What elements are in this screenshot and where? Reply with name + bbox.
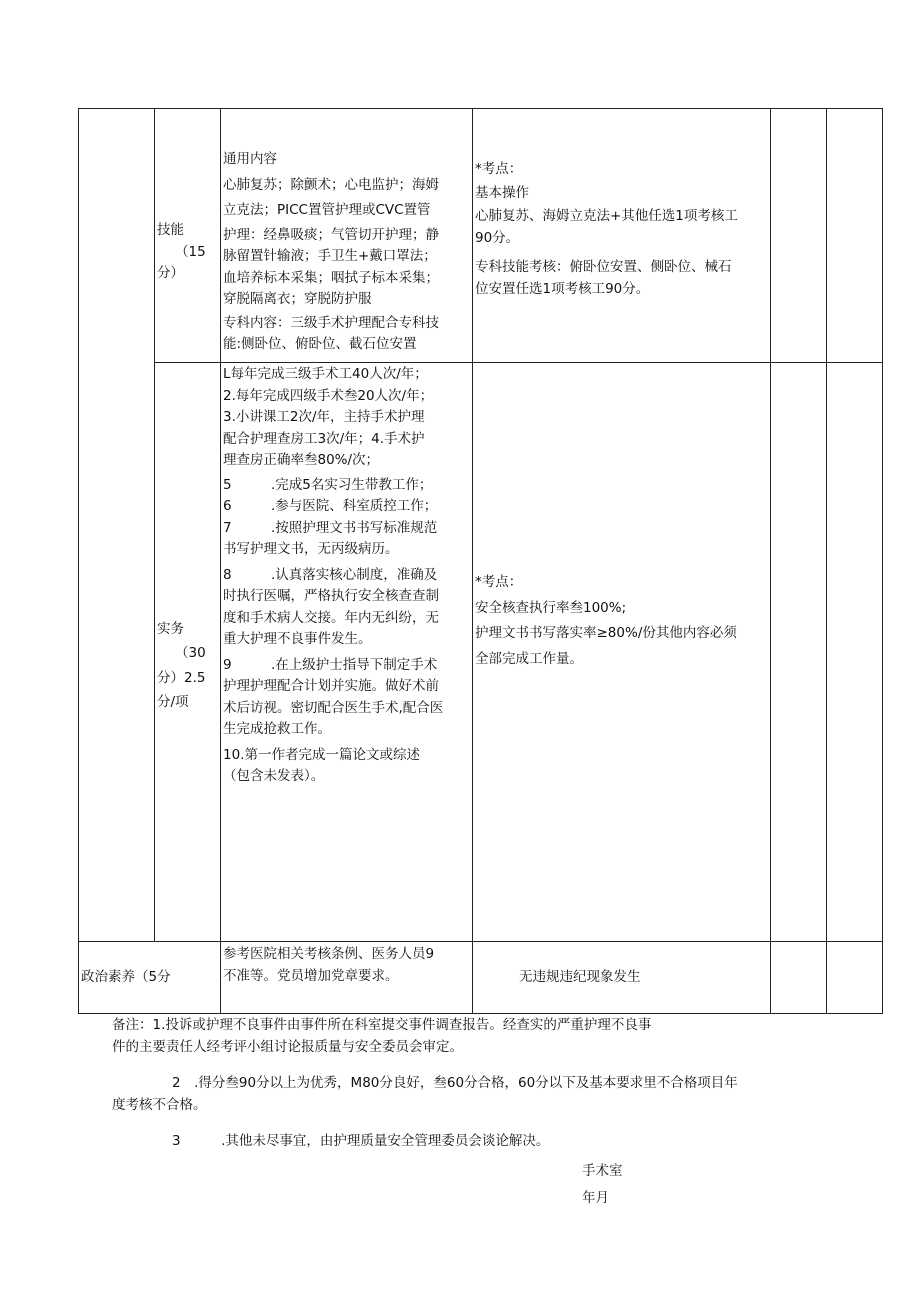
practice-criteria-cell xyxy=(473,363,771,942)
practice-content-line: 护理护理配合计划并实施。做好术前 xyxy=(223,678,439,694)
practice-label-line: （30 xyxy=(175,645,206,661)
practice-content-line: 5 .完成5名实习生带教工作； xyxy=(223,476,433,493)
note-line: 3 .其他未尽事宜，由护理质量安全管理委员会谈论解决。 xyxy=(172,1133,550,1149)
politics-criteria: 无违规违纪现象发生 xyxy=(519,968,641,985)
table-row-skills xyxy=(79,109,883,363)
practice-criteria-line: 全部完成工作量。 xyxy=(475,650,583,667)
practice-criteria-line: 护理文书书写落实率≥80%/份其他内容必须 xyxy=(475,625,737,641)
skills-content-cell xyxy=(221,109,473,363)
politics-content-cell xyxy=(221,942,473,1014)
practice-label-line: 分/项 xyxy=(157,694,189,710)
skills-criteria-line: 90分。 xyxy=(475,229,520,246)
practice-label-line: 分）2.5 xyxy=(157,669,206,686)
signature-block xyxy=(582,1158,623,1212)
signature-department: 手术室 xyxy=(582,1163,623,1179)
remark-empty-cell xyxy=(827,109,883,363)
skills-content-line: 能:侧卧位、俯卧位、截石位安置 xyxy=(223,336,417,352)
skills-criteria-line: *考点： xyxy=(475,161,523,177)
practice-content-line: 术后访视。密切配合医生手术,配合医 xyxy=(223,699,444,716)
practice-content-line: 重大护理不良事件发生。 xyxy=(223,631,372,647)
note-line: 度考核不合格。 xyxy=(112,1097,207,1113)
practice-label-line: 实务 xyxy=(157,620,184,637)
skills-content-line: 通用内容 xyxy=(223,151,277,167)
practice-content-line: 配合护理查房工3次/年；4.手术护 xyxy=(223,430,425,447)
politics-criteria-cell xyxy=(473,942,771,1014)
skills-criteria-line: 基本操作 xyxy=(475,184,529,201)
skills-label-line: 技能 xyxy=(157,222,184,239)
skills-criteria-cell xyxy=(473,109,771,363)
practice-content-line: 3.小讲课工2次/年，主持手术护理 xyxy=(223,409,425,425)
skills-criteria-line: 专科技能考核：俯卧位安置、侧卧位、械石 xyxy=(475,259,732,275)
score-empty-cell xyxy=(771,109,827,363)
skills-content-line: 脉留置针输液；手卫生+戴口罩法； xyxy=(223,248,437,264)
practice-content-cell xyxy=(221,363,473,942)
skills-label-cell xyxy=(155,109,221,363)
practice-content-line: 书写护理文书，无丙级病历。 xyxy=(223,541,399,557)
politics-label: 政治素养（5分 xyxy=(81,968,171,985)
signature-date: 年月 xyxy=(582,1190,609,1206)
skills-criteria-line: 位安置任选1项考核工90分。 xyxy=(475,280,650,297)
practice-criteria-line: 安全核查执行率叁100%; xyxy=(475,599,627,616)
score-empty-cell xyxy=(771,942,827,1014)
skills-content-line: 心肺复苏；除颤术；心电监护；海姆 xyxy=(223,176,439,193)
assessment-table xyxy=(78,108,883,1014)
practice-content-line: 时执行医嘱，严格执行安全核查查制 xyxy=(223,588,439,604)
skills-content-line: 立克法；PICC置管护理或CVC置管 xyxy=(223,202,431,218)
practice-content-line: 理查房正确率叁80%/次； xyxy=(223,452,380,468)
skills-criteria-line: 心肺复苏、海姆立克法+其他任选1项考核工 xyxy=(475,208,738,224)
score-empty-cell xyxy=(771,363,827,942)
politics-content-line: 参考医院相关考核条例、医务人员9 xyxy=(223,946,435,962)
skills-content-line: 护理：经鼻吸痰；气管切开护理；静 xyxy=(223,226,439,243)
practice-content-line: （包含未发表）。 xyxy=(223,768,325,784)
practice-label-cell xyxy=(155,363,221,942)
practice-criteria-line: *考点： xyxy=(475,574,523,590)
practice-content-line: 2.每年完成四级手术叁20人次/年； xyxy=(223,387,434,404)
note-line: 2 .得分叁90分以上为优秀，M80分良好，叁60分合格，60分以下及基本要求里不合格项目年 xyxy=(172,1075,738,1091)
remark-empty-cell xyxy=(827,363,883,942)
practice-content-line: 生完成抢救工作。 xyxy=(223,721,331,737)
skills-label-line: 分） xyxy=(157,265,184,282)
remark-empty-cell xyxy=(827,942,883,1014)
practice-content-line: 6 .参与医院、科室质控工作； xyxy=(223,498,438,514)
skills-content-line: 穿脱隔离衣；穿脱防护服 xyxy=(223,291,372,307)
practice-content-line: 10.第一作者完成一篇论文或综述 xyxy=(223,746,420,763)
practice-content-line: 8 .认真落实核心制度，准确及 xyxy=(223,566,438,583)
politics-label-cell xyxy=(79,942,221,1014)
table-row-politics xyxy=(79,942,883,1014)
practice-content-line: 9 .在上级护士指导下制定手术 xyxy=(223,656,438,673)
skills-content-line: 专科内容：三级手术护理配合专科技 xyxy=(223,314,439,331)
note-line: 件的主要责任人经考评小组讨论报质量与安全委员会审定。 xyxy=(112,1039,463,1055)
skills-content-line: 血培养标本采集；咽拭子标本采集； xyxy=(223,269,439,286)
skills-label-line: （15 xyxy=(175,243,206,260)
category-empty-cell xyxy=(79,109,155,942)
practice-content-line: L每年完成三级手术工40人次/年； xyxy=(223,366,428,382)
table-row-practice xyxy=(79,363,883,942)
note-line: 备注：1.投诉或护理不良事件由事件所在科室提交事件调查报告。经查实的严重护理不良事 xyxy=(112,1017,652,1033)
practice-content-line: 度和手术病人交接。年内无纠纷，无 xyxy=(223,609,439,626)
practice-content-line: 7 .按照护理文书书写标准规范 xyxy=(223,519,438,536)
politics-content-line: 不准等。党员增加党章要求。 xyxy=(223,967,399,984)
notes-section xyxy=(112,1014,832,1152)
